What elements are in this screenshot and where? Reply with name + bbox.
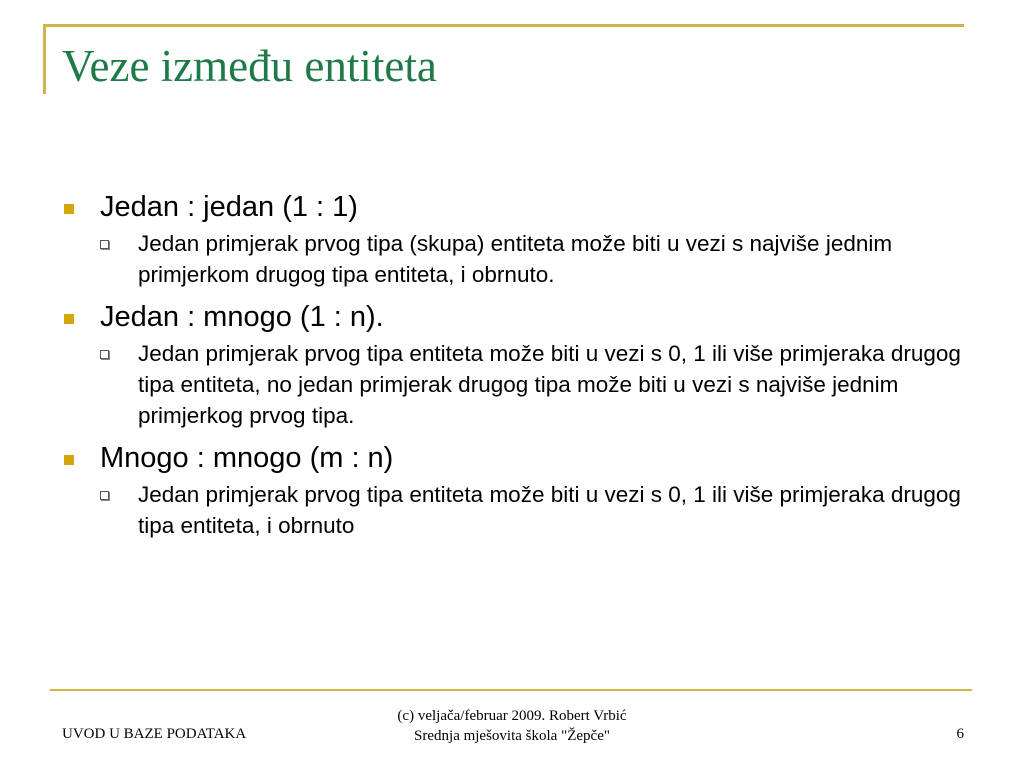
hollow-square-bullet-icon — [100, 491, 109, 500]
sub-bullet-text: Jedan primjerak prvog tipa (skupa) entiteta može biti u vezi s najviše jednim primjerkom drugog tipa entiteta, i obrnuto. — [138, 231, 893, 287]
bullet-text: Jedan : jedan (1 : 1) — [100, 191, 358, 223]
hollow-square-bullet-icon — [100, 350, 109, 359]
sub-bullet-list — [100, 228, 962, 290]
sub-bullet-text: Jedan primjerak prvog tipa entiteta može biti u vezi s 0, 1 ili više primjeraka drugog tipa entiteta, no jedan primjerak drugog tipa može biti u vezi s najviše jednim primjerkog prvog tipa. — [138, 341, 961, 428]
bullet-text: Mnogo : mnogo (m : n) — [100, 442, 394, 474]
footer-course-title: UVOD U BAZE PODATAKA — [62, 726, 247, 742]
sub-bullet-list — [100, 338, 962, 431]
hollow-square-bullet-icon — [100, 240, 109, 249]
bullet-item-2 — [62, 300, 962, 431]
footer-copyright-line-1: (c) veljača/februar 2009. Robert Vrbić — [397, 708, 627, 724]
bullet-item-1 — [62, 190, 962, 290]
sub-bullet-item — [100, 479, 962, 541]
title-frame-top-line — [43, 24, 964, 27]
page-number: 6 — [956, 726, 964, 742]
slide-content — [62, 190, 962, 551]
bullet-item-3 — [62, 441, 962, 541]
sub-bullet-list — [100, 479, 962, 541]
bullet-text: Jedan : mnogo (1 : n). — [100, 301, 384, 333]
slide-title: Veze između entiteta — [62, 41, 437, 91]
footer-copyright-line-2: Srednja mješovita škola "Žepče" — [414, 728, 610, 744]
sub-bullet-item — [100, 228, 962, 290]
sub-bullet-item — [100, 338, 962, 431]
sub-bullet-text: Jedan primjerak prvog tipa entiteta može biti u vezi s 0, 1 ili više primjeraka drugog tipa entiteta, i obrnuto — [138, 482, 961, 538]
square-bullet-icon — [64, 204, 74, 214]
footer-divider — [50, 689, 972, 691]
title-frame-left-line — [43, 24, 46, 94]
footer-copyright — [312, 706, 712, 746]
square-bullet-icon — [64, 314, 74, 324]
square-bullet-icon — [64, 455, 74, 465]
